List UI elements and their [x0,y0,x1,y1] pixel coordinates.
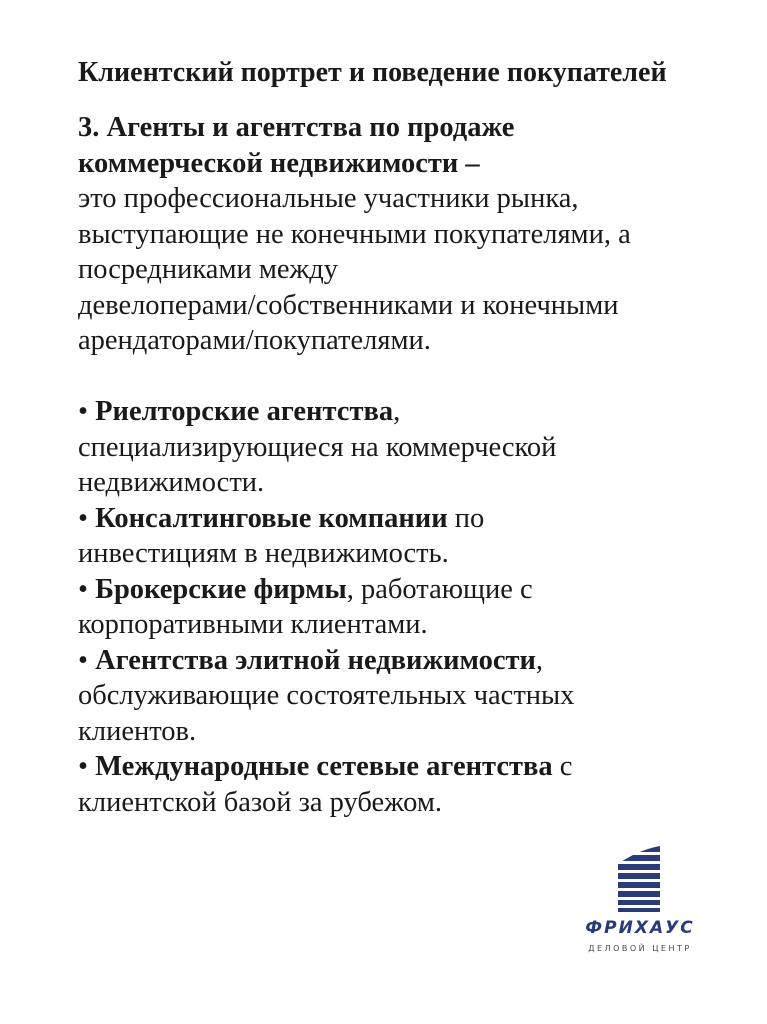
intro-line: это профессиональные участники рынка, [78,183,579,214]
intro-line: арендаторами/покупателями. [78,325,431,356]
list-item [78,501,718,572]
bullet-text: недвижимости. [78,467,265,498]
list-item [78,572,718,643]
bullet-bold-term: Брокерские фирмы [95,573,347,605]
list-item [78,749,718,820]
bullet-text: по [447,502,485,534]
bullet-text: корпоративными клиентами. [78,609,428,640]
bullet-list [78,394,718,820]
bullet-text: , [535,644,544,676]
bullet-bold-term: Агентства элитной недвижимости [95,644,536,676]
bullet-symbol: • [78,502,88,534]
bullet-symbol: • [78,396,88,427]
intro-paragraph [78,181,718,359]
intro-line: девелоперами/собственниками и конечными [78,289,619,321]
bullet-symbol: • [78,573,88,605]
bullet-symbol: • [78,644,88,676]
section-heading [78,110,718,181]
bullet-text: , [393,396,401,427]
spacer [78,359,718,395]
bullet-symbol: • [78,751,88,782]
heading-line: коммерческой недвижимости – [78,147,480,179]
bullet-text: клиентской базой за рубежом. [78,786,442,818]
page-title: Клиентский портрет и поведение покупателей [78,57,667,88]
list-item [78,394,718,501]
company-logo [560,842,720,962]
intro-line: выступающие не конечными покупателями, а [78,218,631,250]
building-stripes-icon [560,842,720,918]
bullet-text: обслуживающие состоятельных частных [78,680,575,711]
intro-line: посредниками между [78,254,338,285]
bullet-text: инвестициям в недвижимость. [78,538,449,569]
bullet-text: клиентов. [78,715,197,747]
list-item [78,643,718,750]
bullet-bold-term: Международные сетевые агентства [95,751,553,782]
slide-content [78,110,718,820]
bullet-bold-term: Риелторские агентства [95,396,394,427]
bullet-text: с [552,751,573,782]
logo-subtitle: ДЕЛОВОЙ ЦЕНТР [588,944,692,953]
bullet-text: , работающие с [346,573,533,605]
logo-wordmark: ФРИХАУС [585,918,695,938]
heading-line: 3. Агенты и агентства по продаже [78,112,515,143]
bullet-bold-term: Консалтинговые компании [95,502,448,534]
bullet-text: специализирующиеся на коммерческой [78,431,557,463]
